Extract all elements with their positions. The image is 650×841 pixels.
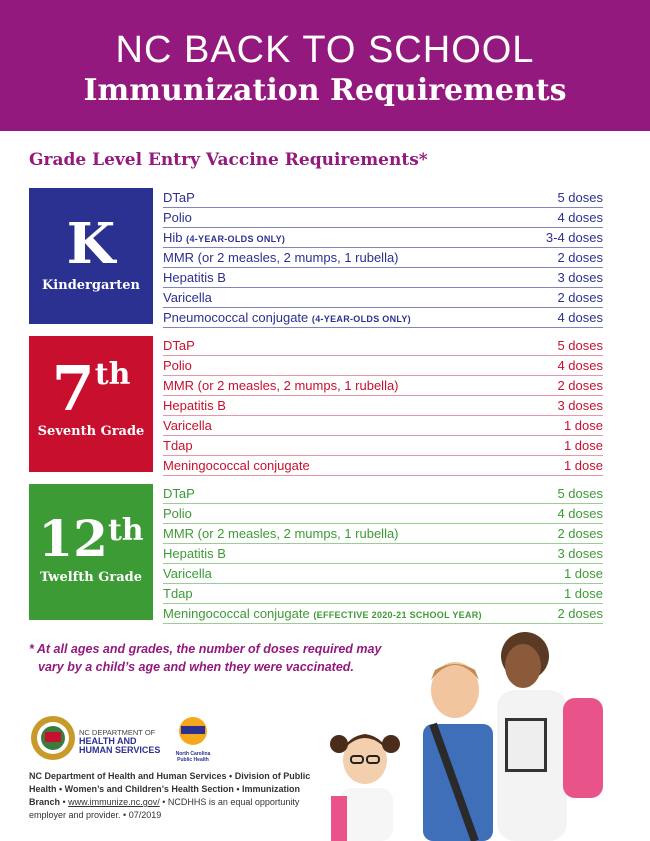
vaccine-doses: 3 doses [557,546,603,561]
vaccine-name-cell [163,208,192,227]
vaccine-name: Hepatitis B [163,270,226,285]
footnote-line2: vary by a child’s age and when they were vaccinated. [38,660,354,674]
vaccine-doses: 1 dose [563,566,603,581]
vaccine-name-cell [163,396,226,415]
vaccine-name: Meningococcal conjugate [163,458,310,473]
vaccine-row [163,544,603,564]
grade-badge-number [29,352,153,425]
logos [29,712,229,764]
vaccine-name: DTaP [163,338,195,353]
grade-badge-text: 12 [38,509,108,568]
vaccine-row [163,396,603,416]
vaccine-name-cell [163,436,193,455]
grade-badge-text: K [66,211,116,277]
vaccine-row [163,356,603,376]
vaccine-row [163,308,603,328]
ncph-text2: Public Health [177,757,209,763]
vaccine-name: Polio [163,358,192,373]
vaccine-row [163,416,603,436]
vaccine-name-cell [163,604,482,623]
vaccine-doses: 1 dose [563,438,603,453]
vaccine-row [163,456,603,476]
vaccine-table-twelfth [163,484,603,624]
credit-sep: • [60,797,69,807]
header-banner [0,0,650,131]
credit-org: NC Department of Health and Human Services • Division of Public Health • Women’s and Children’s Health Section • Immunization Branch [29,771,311,807]
vaccine-doses: 4 doses [557,358,603,373]
vaccine-doses: 5 doses [557,486,603,501]
vaccine-doses: 1 dose [563,586,603,601]
vaccine-name: MMR (or 2 measles, 2 mumps, 1 rubella) [163,378,399,393]
vaccine-name-cell [163,248,399,267]
vaccine-table-seventh [163,336,603,476]
vaccine-note: (4-YEAR-OLDS ONLY) [311,314,411,324]
vaccine-name: Hepatitis B [163,398,226,413]
footnote-line1: * At all ages and grades, the number of doses required may [29,642,382,656]
credit-tail: • NCDHHS is an equal opportunity employer and provider. • 07/2019 [29,797,300,820]
vaccine-row [163,484,603,504]
credit-text [29,770,319,822]
dhhs-small: NC DEPARTMENT OF [79,728,156,737]
vaccine-doses: 4 doses [557,310,603,325]
vaccine-doses: 2 doses [557,606,603,621]
vaccine-name: Varicella [163,290,212,305]
vaccine-row [163,524,603,544]
grade-badge-label: Kindergarten [42,278,140,293]
vaccine-row [163,376,603,396]
vaccine-name: MMR (or 2 measles, 2 mumps, 1 rubella) [163,526,399,541]
grade-badge-twelfth [29,484,153,620]
vaccine-name-cell [163,336,195,355]
grade-badge-label: Twelfth Grade [40,570,142,585]
vaccine-row [163,564,603,584]
vaccine-doses: 1 dose [563,458,603,473]
grade-block-twelfth [29,484,603,622]
vaccine-row [163,288,603,308]
vaccine-row [163,188,603,208]
vaccine-name-cell [163,564,212,583]
ncph-logo [173,716,213,763]
section-title: Grade Level Entry Vaccine Requirements* [29,150,428,170]
vaccine-doses: 2 doses [557,290,603,305]
vaccine-name-cell [163,188,195,207]
vaccine-name-cell [163,456,310,475]
vaccine-name-cell [163,484,195,503]
grade-block-seventh [29,336,603,474]
ncph-icon [175,716,211,746]
vaccine-doses: 4 doses [557,506,603,521]
grade-block-kindergarten [29,188,603,326]
grade-badge-label: Seventh Grade [37,424,145,439]
vaccine-name-cell [163,416,212,435]
vaccine-row [163,504,603,524]
dhhs-logo-text [79,728,160,755]
ncph-text1: North Carolina [175,751,211,757]
vaccine-name: Hepatitis B [163,546,226,561]
vaccine-row [163,584,603,604]
dhhs-big2: HUMAN SERVICES [79,745,161,755]
vaccine-doses: 3 doses [557,270,603,285]
vaccine-name: Tdap [163,438,193,453]
vaccine-doses: 1 dose [563,418,603,433]
vaccine-doses: 5 doses [557,338,603,353]
vaccine-name-cell [163,308,411,327]
vaccine-name: DTaP [163,486,195,501]
vaccine-doses: 4 doses [557,210,603,225]
grade-badge-suffix: th [107,513,144,548]
vaccine-name-cell [163,268,226,287]
vaccine-name: Varicella [163,418,212,433]
vaccine-name-cell [163,228,285,247]
vaccine-row [163,228,603,248]
vaccine-name: Tdap [163,586,193,601]
vaccine-name-cell [163,288,212,307]
dhhs-big1: HEALTH AND [79,736,137,746]
vaccine-doses: 3 doses [557,398,603,413]
vaccine-name-cell [163,504,192,523]
vaccine-name: Polio [163,210,192,225]
grade-badge-kindergarten [29,188,153,324]
vaccine-note: (EFFECTIVE 2020-21 SCHOOL YEAR) [313,610,482,620]
credit-link[interactable]: www.immunize.nc.gov/ [68,797,160,807]
vaccine-doses: 3-4 doses [545,230,603,245]
vaccine-table-kindergarten [163,188,603,328]
vaccine-doses: 2 doses [557,378,603,393]
grade-badge-seventh [29,336,153,472]
vaccine-row [163,268,603,288]
vaccine-name: DTaP [163,190,195,205]
vaccine-name: Polio [163,506,192,521]
vaccine-doses: 2 doses [557,526,603,541]
grade-badge-text: 7 [51,352,95,425]
grade-badge-number [29,509,153,568]
vaccine-name-cell [163,524,399,543]
students-photo [325,628,650,841]
vaccine-name: Pneumococcal conjugate [163,310,309,325]
vaccine-doses: 5 doses [557,190,603,205]
vaccine-row [163,336,603,356]
vaccine-name: Hib [163,230,183,245]
vaccine-row [163,604,603,624]
vaccine-name: Meningococcal conjugate [163,606,310,621]
vaccine-note: (4-YEAR-OLDS ONLY) [186,234,286,244]
vaccine-name-cell [163,376,399,395]
grade-badge-letter [29,211,153,277]
vaccine-row [163,248,603,268]
vaccine-row [163,208,603,228]
page-title-line2: Immunization Requirements [83,73,567,108]
vaccine-name-cell [163,584,193,603]
grade-badge-suffix: th [94,357,131,392]
vaccine-name: MMR (or 2 measles, 2 mumps, 1 rubella) [163,250,399,265]
page-title-line1: NC BACK TO SCHOOL [115,29,535,71]
vaccine-doses: 2 doses [557,250,603,265]
vaccine-name: Varicella [163,566,212,581]
vaccine-name-cell [163,544,226,563]
vaccine-row [163,436,603,456]
vaccine-name-cell [163,356,192,375]
